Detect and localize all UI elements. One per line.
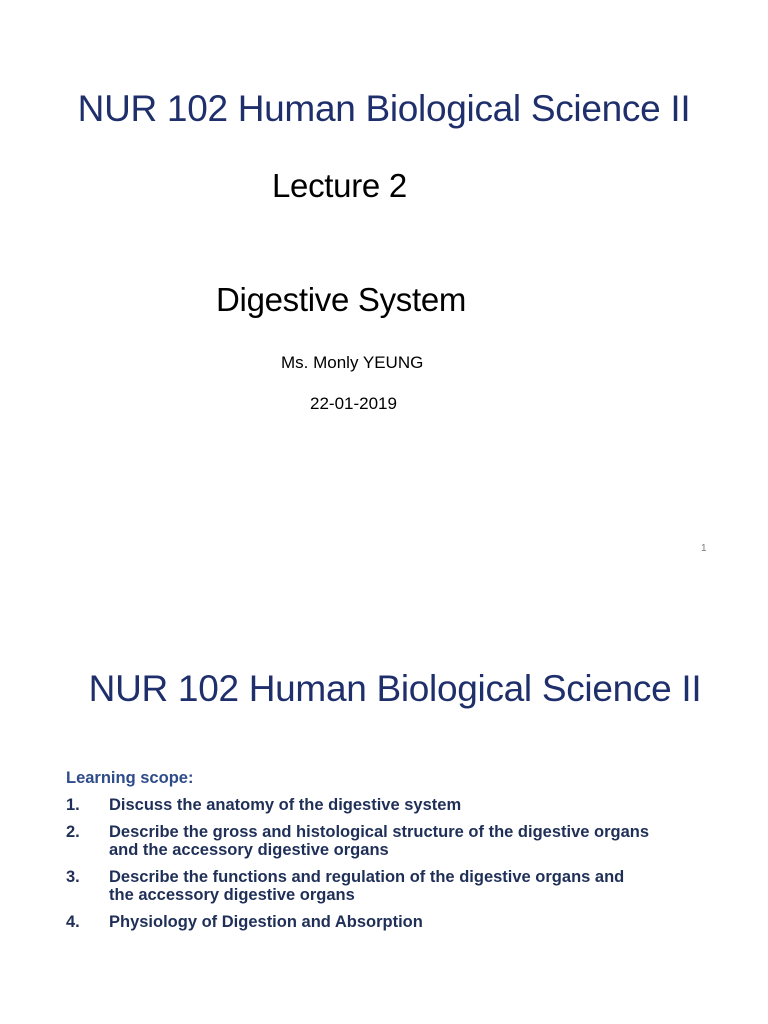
lecture-topic: Digestive System [216, 281, 467, 318]
list-item-number: 2. [66, 823, 80, 841]
list-item-number: 4. [66, 913, 80, 931]
slide-2 [0, 576, 768, 1024]
list-item-text: Physiology of Digestion and Absorption [109, 913, 423, 931]
list-item [66, 868, 746, 904]
page-number: 1 [701, 543, 707, 554]
list-item [66, 913, 746, 931]
lecture-number: Lecture 2 [272, 167, 407, 204]
list-item-number: 1. [66, 796, 80, 814]
learning-scope-heading: Learning scope: [66, 769, 194, 787]
list-item [66, 823, 746, 859]
list-item [66, 796, 746, 814]
list-item-text: Describe the functions and regulation of the digestive organs and the accessory digestive organs [109, 868, 625, 904]
presenter-name: Ms. Monly YEUNG [281, 353, 424, 372]
learning-scope-list [66, 796, 746, 940]
lecture-date: 22-01-2019 [310, 394, 397, 413]
slide-2-title: NUR 102 Human Biological Science II [88, 668, 702, 709]
slide-1-title: NUR 102 Human Biological Science II [77, 88, 691, 129]
list-item-text: Describe the gross and histological structure of the digestive organs and the accessory digestive organs [109, 823, 650, 859]
list-item-text: Discuss the anatomy of the digestive system [109, 796, 462, 814]
list-item-number: 3. [66, 868, 80, 886]
